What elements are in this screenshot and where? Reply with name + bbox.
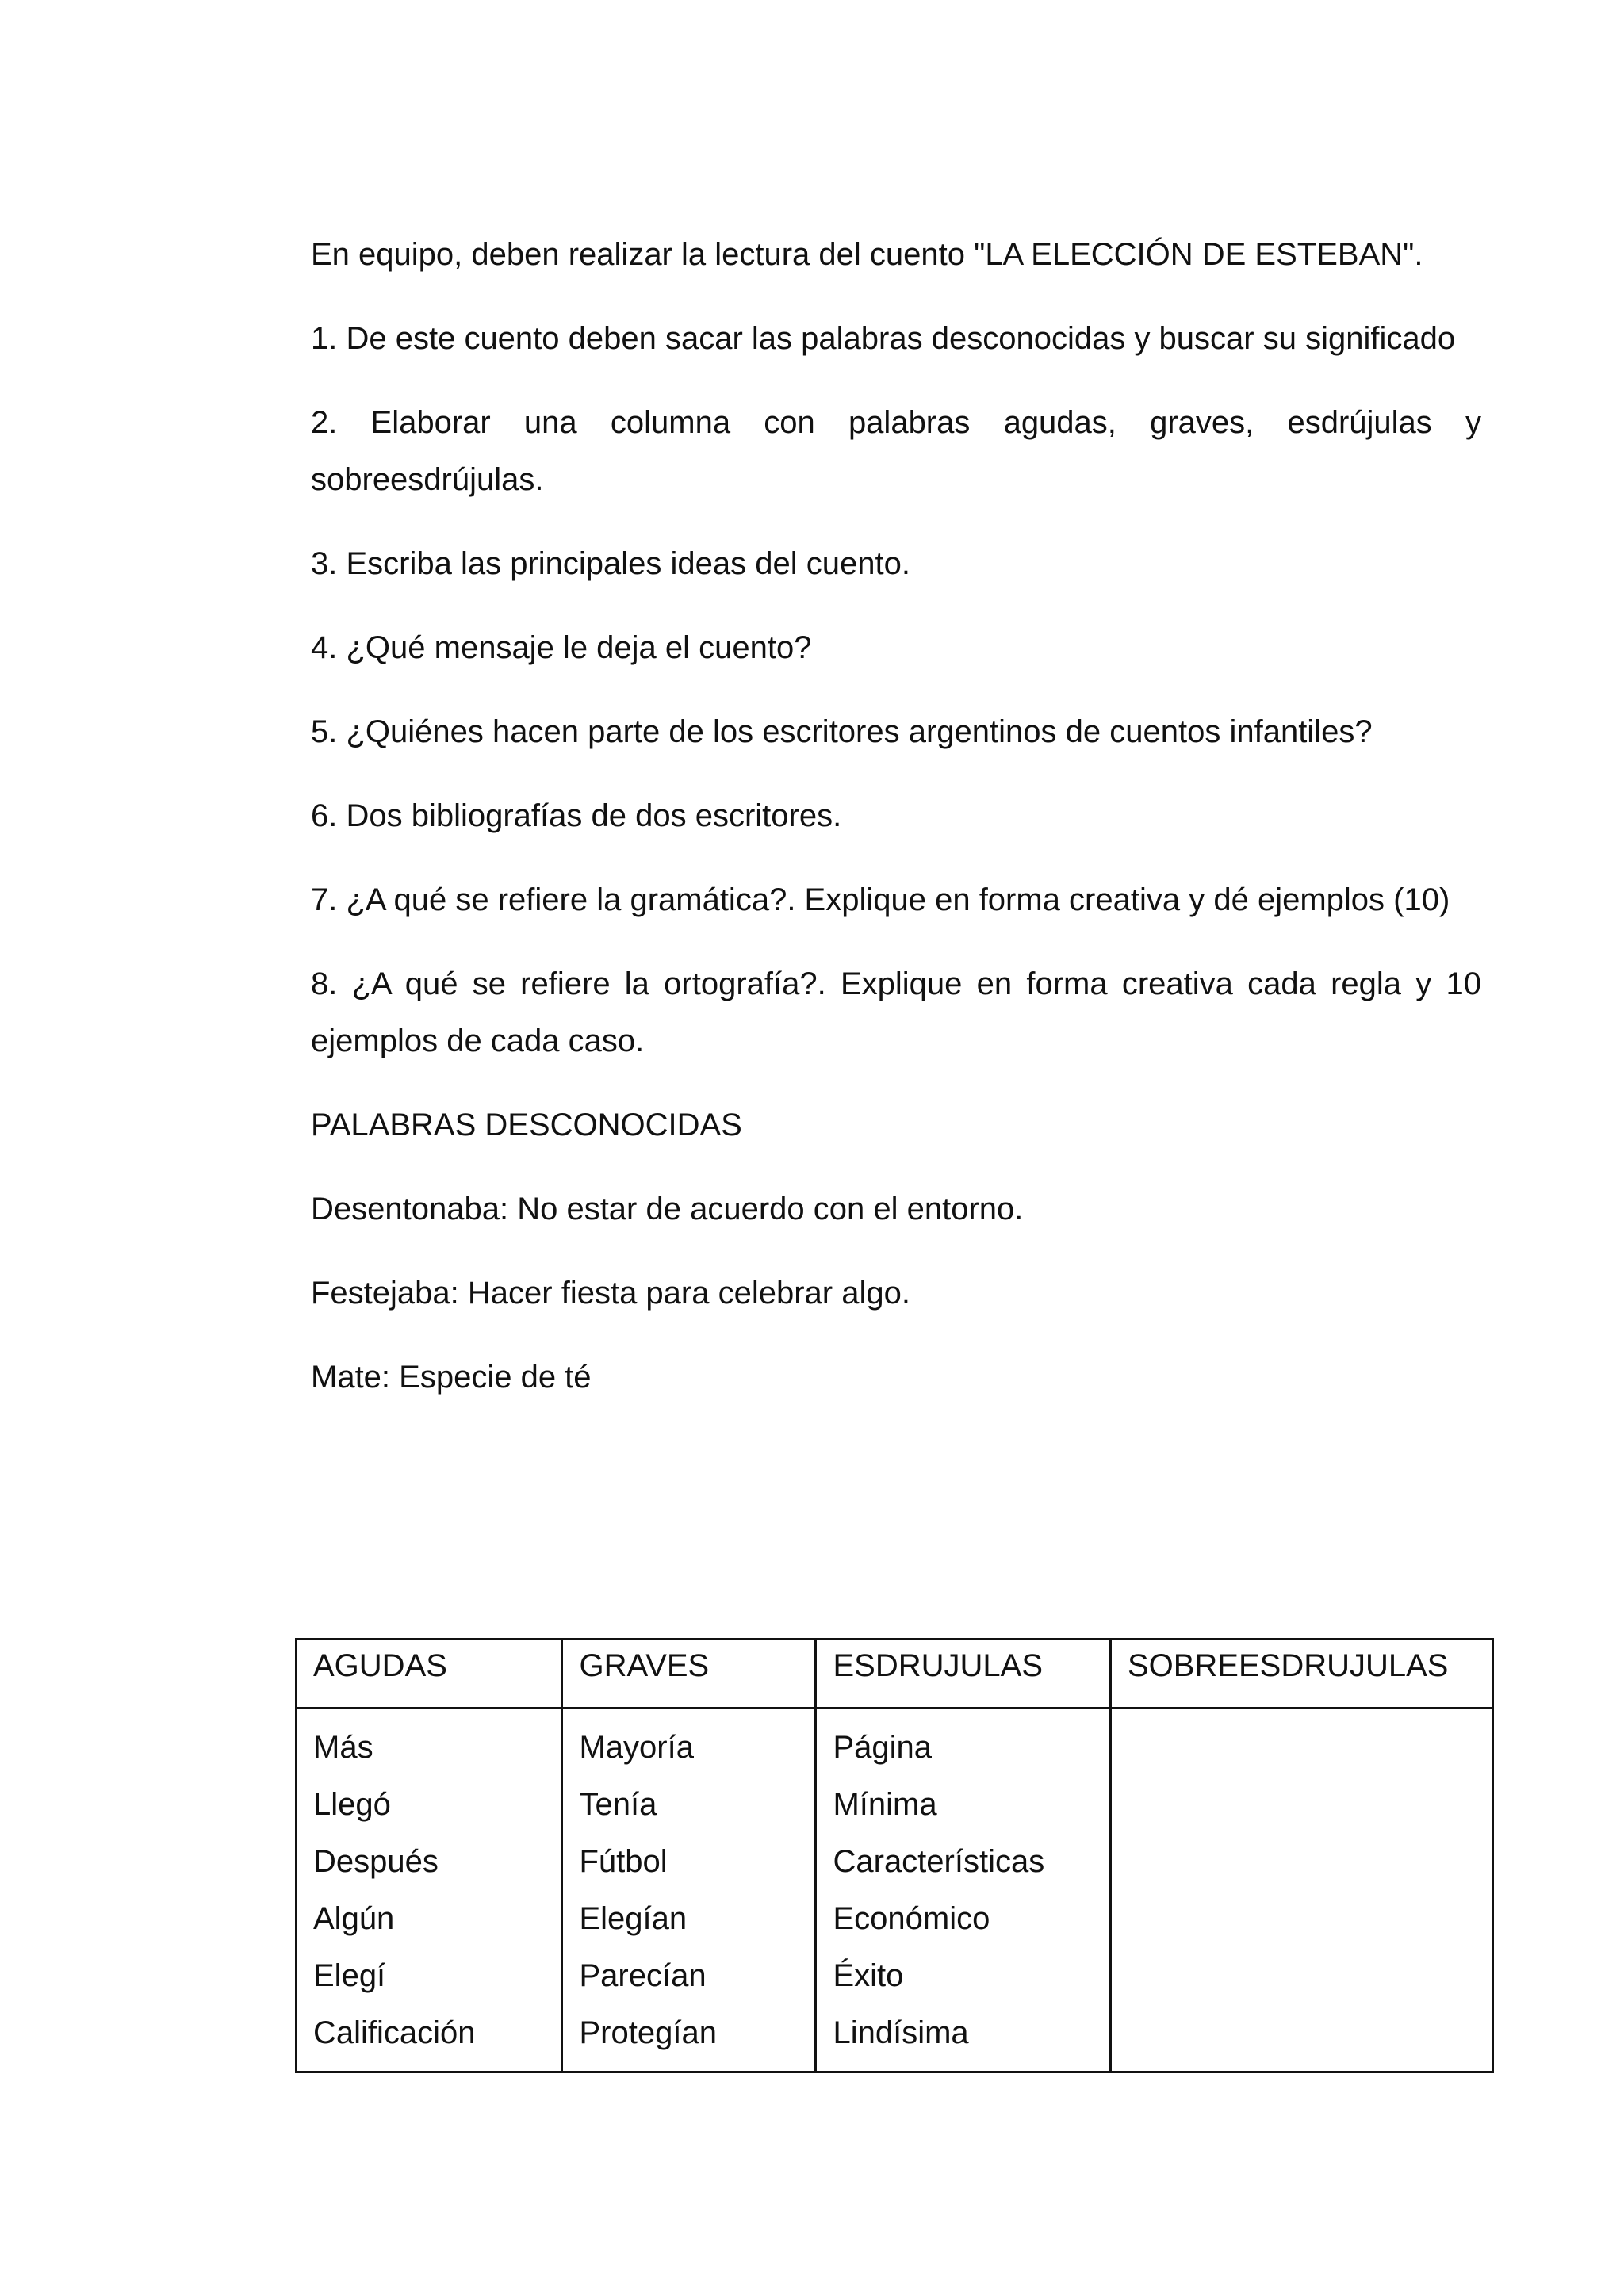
word-item: Económico: [833, 1901, 990, 1936]
unknown-word-entry: Desentonaba: No estar de acuerdo con el entorno.: [311, 1192, 1024, 1226]
word-item: Más: [313, 1730, 373, 1765]
header-esdrujulas: ESDRUJULAS: [816, 1640, 1110, 1709]
document-body: [311, 226, 1481, 1433]
word-item: Elegí: [313, 1958, 386, 1993]
instruction-1: 1. De este cuento deben sacar las palabras desconocidas y buscar su significado: [311, 321, 1456, 356]
instruction-3: 3. Escriba las principales ideas del cuento.: [311, 546, 910, 581]
word-item: Después: [313, 1844, 439, 1879]
instruction-2: 2. Elaborar una columna con palabras agudas, graves, esdrújulas y sobreesdrújulas.: [311, 405, 1481, 497]
header-graves: GRAVES: [562, 1640, 816, 1709]
unknown-word-entry: Mate: Especie de té: [311, 1360, 592, 1395]
agudas-cell: [297, 1709, 562, 2072]
word-item: Algún: [313, 1901, 395, 1936]
sobreesdrujulas-cell: [1110, 1709, 1492, 2072]
table-header-row: [297, 1640, 1493, 1709]
instruction-6: 6. Dos bibliografías de dos escritores.: [311, 798, 842, 833]
word-item: Tenía: [579, 1787, 657, 1822]
header-sobreesdrujulas: SOBREESDRUJULAS: [1110, 1640, 1492, 1709]
word-item: Mínima: [833, 1787, 937, 1822]
intro-paragraph: En equipo, deben realizar la lectura del cuento "LA ELECCIÓN DE ESTEBAN".: [311, 237, 1423, 272]
instruction-7: 7. ¿A qué se refiere la gramática?. Explique en forma creativa y dé ejemplos (10): [311, 882, 1450, 917]
word-classification-table: [295, 1638, 1494, 2073]
word-item: Protegían: [579, 2015, 717, 2050]
word-item: Lindísima: [833, 2015, 969, 2050]
word-item: Éxito: [833, 1958, 904, 1993]
word-item: Parecían: [579, 1958, 707, 1993]
esdrujulas-cell: [816, 1709, 1110, 2072]
instruction-5: 5. ¿Quiénes hacen parte de los escritores argentinos de cuentos infantiles?: [311, 714, 1373, 749]
word-item: Fútbol: [579, 1844, 668, 1879]
instruction-8: 8. ¿A qué se refiere la ortografía?. Explique en forma creativa cada regla y 10 ejemplos de cada caso.: [311, 966, 1481, 1058]
word-item: Características: [833, 1844, 1045, 1879]
unknown-words-heading: PALABRAS DESCONOCIDAS: [311, 1108, 742, 1142]
word-item: Elegían: [579, 1901, 688, 1936]
table-row: [297, 1709, 1493, 2072]
word-item: Llegó: [313, 1787, 391, 1822]
instruction-4: 4. ¿Qué mensaje le deja el cuento?: [311, 630, 812, 665]
unknown-word-entry: Festejaba: Hacer fiesta para celebrar algo.: [311, 1276, 910, 1311]
word-item: Mayoría: [579, 1730, 694, 1765]
word-item: Calificación: [313, 2015, 476, 2050]
header-agudas: AGUDAS: [297, 1640, 562, 1709]
word-item: Página: [833, 1730, 933, 1765]
graves-cell: [562, 1709, 816, 2072]
